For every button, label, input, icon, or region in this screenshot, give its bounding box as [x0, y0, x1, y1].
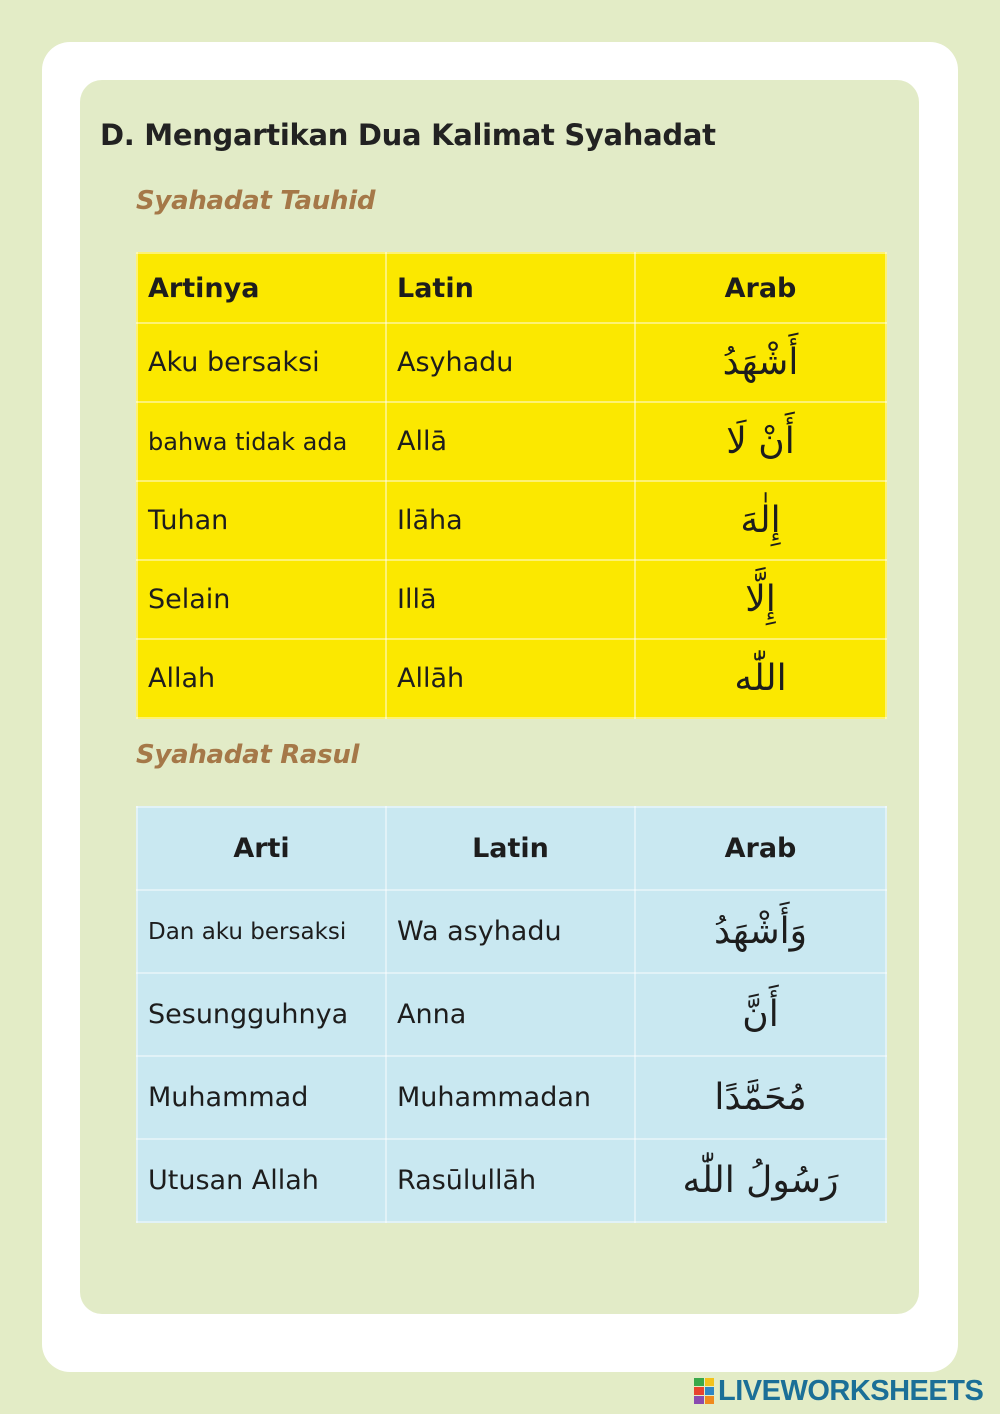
cell-arti: Allah — [137, 639, 386, 718]
cell-arab: أَنْ لَا — [635, 402, 886, 481]
cell-arti: Sesungguhnya — [137, 973, 386, 1056]
cell-arab: أَشْهَدُ — [635, 323, 886, 402]
table-row — [137, 323, 886, 402]
column-header: Arab — [635, 807, 886, 890]
table-row — [137, 560, 886, 639]
column-header: Artinya — [137, 253, 386, 323]
cell-latin: Ilāha — [386, 481, 635, 560]
section-heading-rasul: Syahadat Rasul — [136, 740, 360, 770]
cell-latin: Illā — [386, 560, 635, 639]
brand-name: LIVEWORKSHEETS — [718, 1374, 984, 1407]
cell-latin: Muhammadan — [386, 1056, 635, 1139]
cell-arab: وَأَشْهَدُ — [635, 890, 886, 973]
cell-arti: Dan aku bersaksi — [137, 890, 386, 973]
table-row — [137, 1139, 886, 1222]
column-header: Latin — [386, 807, 635, 890]
table-header-row — [137, 807, 886, 890]
cell-arab: إِلَّا — [635, 560, 886, 639]
cell-latin: Allāh — [386, 639, 635, 718]
column-header: Arab — [635, 253, 886, 323]
cell-arti: Utusan Allah — [137, 1139, 386, 1222]
cell-arab: أَنَّ — [635, 973, 886, 1056]
tauhid-table — [136, 252, 887, 719]
cell-arab: اللّٰه — [635, 639, 886, 718]
page-title: D. Mengartikan Dua Kalimat Syahadat — [100, 118, 716, 152]
cell-latin: Anna — [386, 973, 635, 1056]
section-heading-tauhid: Syahadat Tauhid — [136, 186, 376, 216]
cell-arti: Tuhan — [137, 481, 386, 560]
cell-latin: Allā — [386, 402, 635, 481]
cell-arti: bahwa tidak ada — [137, 402, 386, 481]
table-header-row — [137, 253, 886, 323]
table-row — [137, 402, 886, 481]
table-row — [137, 973, 886, 1056]
cell-latin: Rasūlullāh — [386, 1139, 635, 1222]
column-header: Latin — [386, 253, 635, 323]
cell-latin: Wa asyhadu — [386, 890, 635, 973]
cell-latin: Asyhadu — [386, 323, 635, 402]
cell-arab: رَسُولُ اللّٰه — [635, 1139, 886, 1222]
liveworksheets-logo-icon — [694, 1378, 714, 1404]
cell-arab: إِلٰهَ — [635, 481, 886, 560]
table-row — [137, 1056, 886, 1139]
table-row — [137, 639, 886, 718]
cell-arab: مُحَمَّدًا — [635, 1056, 886, 1139]
cell-arti: Aku bersaksi — [137, 323, 386, 402]
table-row — [137, 890, 886, 973]
cell-arti: Muhammad — [137, 1056, 386, 1139]
liveworksheets-brand[interactable] — [694, 1374, 983, 1408]
cell-arti: Selain — [137, 560, 386, 639]
table-row — [137, 481, 886, 560]
rasul-table — [136, 806, 887, 1223]
column-header: Arti — [137, 807, 386, 890]
